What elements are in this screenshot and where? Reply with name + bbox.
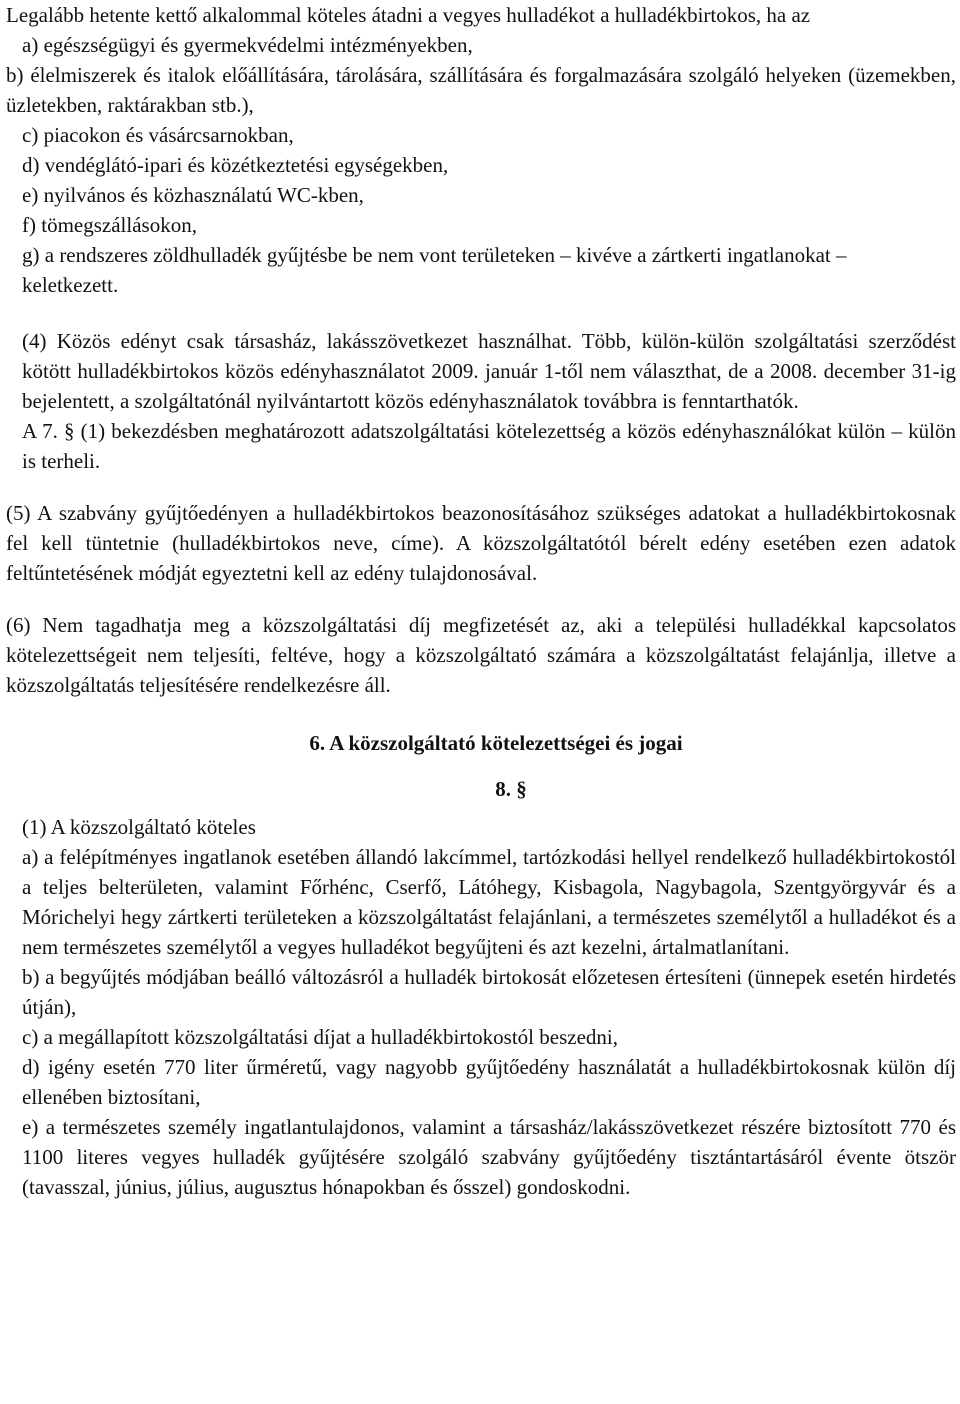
duties-lead: (1) A közszolgáltató köteles xyxy=(22,815,256,839)
section-number: 8. § xyxy=(495,777,527,801)
duty-item-b: b) a begyűjtés módjában beálló változásról a hulladék birtokosát előzetesen értesíteni (ünnepek esetén hirdetés útján), xyxy=(22,965,956,1019)
intro-tail: keletkezett. xyxy=(22,273,119,297)
intro-item-a: a) egészségügyi és gyermekvédelmi intézményekben, xyxy=(22,33,473,57)
intro-item-f: f) tömegszállásokon, xyxy=(22,213,197,237)
intro-item-g: g) a rendszeres zöldhulladék gyűjtésbe be nem vont területeken – kivéve a zártkerti ingatlanokat – xyxy=(22,243,847,267)
paragraph-6: (6) Nem tagadhatja meg a közszolgáltatási díj megfizetését az, aki a települési hulladékkal kapcsolatos kötelezettségeit nem teljesíti, feltéve, hogy a közszolgáltató számára a közszolgáltatást felajánlja, illetve a közszolgáltatás teljesítésére rendelkezésre áll. xyxy=(6,613,956,697)
duty-item-c: c) a megállapított közszolgáltatási díjat a hulladékbirtokostól beszedni, xyxy=(22,1025,618,1049)
intro-item-b: b) élelmiszerek és italok előállítására, tárolására, szállítására és forgalmazására szolgáló helyeken (üzemekben, üzletekben, raktárakban stb.), xyxy=(6,63,956,117)
intro-item-d: d) vendéglátó-ipari és közétkeztetési egységekben, xyxy=(22,153,449,177)
intro-lead: Legalább hetente kettő alkalommal köteles átadni a vegyes hulladékot a hulladékbirtokos, ha az xyxy=(6,3,811,27)
duty-item-e: e) a természetes személy ingatlantulajdonos, valamint a társasház/lakásszövetkezet részére biztosított 770 és 1100 literes vegyes hulladék gyűjtésére szolgáló szabvány gyűjtőedény tisztántartásáról évente ötször (tavasszal, június, július, augusztus hónapokban és ősszel) gondoskodni. xyxy=(22,1115,956,1199)
paragraph-5: (5) A szabvány gyűjtőedényen a hulladékbirtokos beazonosításához szükséges adatokat a hulladékbirtokosnak fel kell tüntetnie (hulladékbirtokos neve, címe). A közszolgáltatótól bérelt edény esetében ezen adatok feltűntetésének módját egyeztetni kell az edény tulajdonosával. xyxy=(6,501,956,585)
duty-item-a: a) a felépítményes ingatlanok esetében állandó lakcímmel, tartózkodási hellyel rendelkező hulladékbirtokostól a teljes belterületen, valamint Főrhénc, Cserfő, Látóhegy, Kisbagola, Nagybagola, Szentgyörgyvár és a Mórichelyi hegy zártkerti területeken a közszolgáltatást felajánlani, a természetes személytől a hulladékot és a nem természetes személytől a vegyes hulladékot begyűjteni és azt kezelni, ártalmatlanítani. xyxy=(22,845,956,959)
intro-item-e: e) nyilvános és közhasználatú WC-kben, xyxy=(22,183,364,207)
intro-item-c: c) piacokon és vásárcsarnokban, xyxy=(22,123,294,147)
section-heading: 6. A közszolgáltató kötelezettségei és jogai xyxy=(309,731,683,755)
paragraph-4-cont: A 7. § (1) bekezdésben meghatározott adatszolgáltatási kötelezettség a közös edényhasználókat külön – külön is terheli. xyxy=(22,419,956,473)
paragraph-4: (4) Közös edényt csak társasház, lakásszövetkezet használhat. Több, külön-külön szolgáltatási szerződést kötött hulladékbirtokos közös edényhasználatot 2009. január 1-től nem választhat, de a 2008. december 31-ig bejelentett, a szolgáltatónál nyilvántartott közös edényhasználatok továbbra is fenntarthatók. xyxy=(22,329,956,413)
duty-item-d: d) igény esetén 770 liter űrméretű, vagy nagyobb gyűjtőedény használatát a hulladékbirtokosnak külön díj ellenében biztosítani, xyxy=(22,1055,956,1109)
